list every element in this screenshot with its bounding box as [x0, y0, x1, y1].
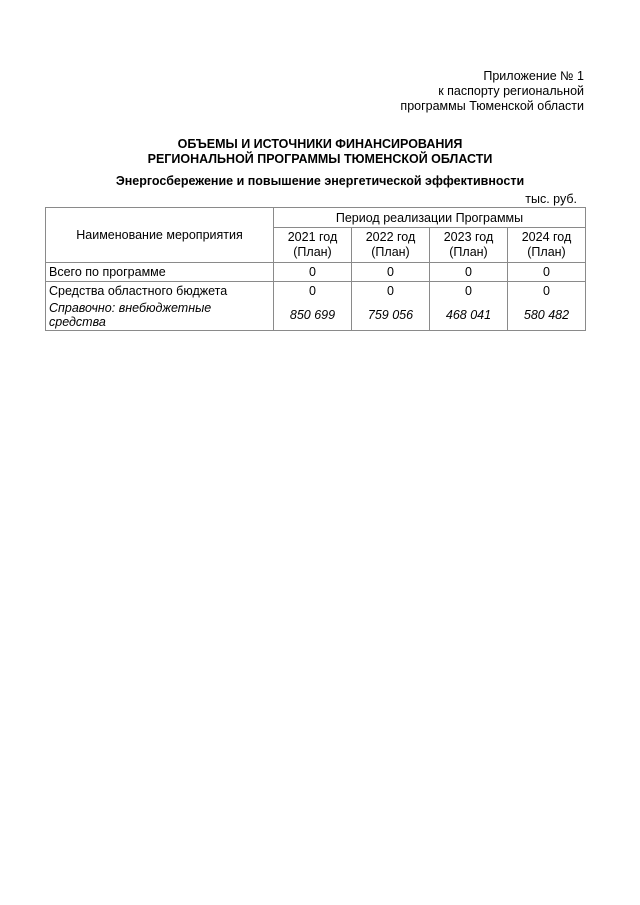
row-value: 0	[352, 263, 430, 282]
year-label: 2024 год	[521, 230, 572, 244]
year-header	[274, 228, 352, 263]
row-value: 0	[352, 282, 430, 301]
year-label: 2023 год	[443, 230, 494, 244]
row-value: 0	[430, 263, 508, 282]
activity-name-header: Наименование мероприятия	[46, 208, 274, 263]
document-title	[0, 137, 640, 167]
financing-table	[45, 207, 586, 331]
plan-label: (План)	[449, 245, 488, 259]
table-row	[46, 300, 586, 331]
year-header	[508, 228, 586, 263]
annex-line-3: программы Тюменской области	[400, 99, 584, 113]
plan-label: (План)	[293, 245, 332, 259]
title-line-2: РЕГИОНАЛЬНОЙ ПРОГРАММЫ ТЮМЕНСКОЙ ОБЛАСТИ	[147, 152, 493, 166]
table-row	[46, 282, 586, 301]
plan-label: (План)	[527, 245, 566, 259]
row-value: 0	[274, 282, 352, 301]
annex-line-2: к паспорту региональной	[438, 84, 584, 98]
row-value: 0	[508, 282, 586, 301]
period-header: Период реализации Программы	[274, 208, 586, 228]
row-value: 580 482	[508, 300, 586, 331]
row-value: 0	[430, 282, 508, 301]
year-label: 2022 год	[365, 230, 416, 244]
year-label: 2021 год	[287, 230, 338, 244]
row-value: 759 056	[352, 300, 430, 331]
units-label: тыс. руб.	[525, 192, 577, 206]
table-row	[46, 263, 586, 282]
row-value: 468 041	[430, 300, 508, 331]
row-value: 850 699	[274, 300, 352, 331]
row-name: Средства областного бюджета	[46, 282, 274, 301]
row-value: 0	[508, 263, 586, 282]
row-name: Всего по программе	[46, 263, 274, 282]
row-value: 0	[274, 263, 352, 282]
annex-block	[400, 69, 584, 114]
year-header	[352, 228, 430, 263]
program-name: Энергосбережение и повышение энергетической эффективности	[115, 174, 525, 188]
plan-label: (План)	[371, 245, 410, 259]
title-line-1: ОБЪЕМЫ И ИСТОЧНИКИ ФИНАНСИРОВАНИЯ	[177, 137, 463, 151]
row-name: Справочно: внебюджетные средства	[46, 300, 274, 331]
year-header	[430, 228, 508, 263]
annex-line-1: Приложение № 1	[483, 69, 584, 83]
